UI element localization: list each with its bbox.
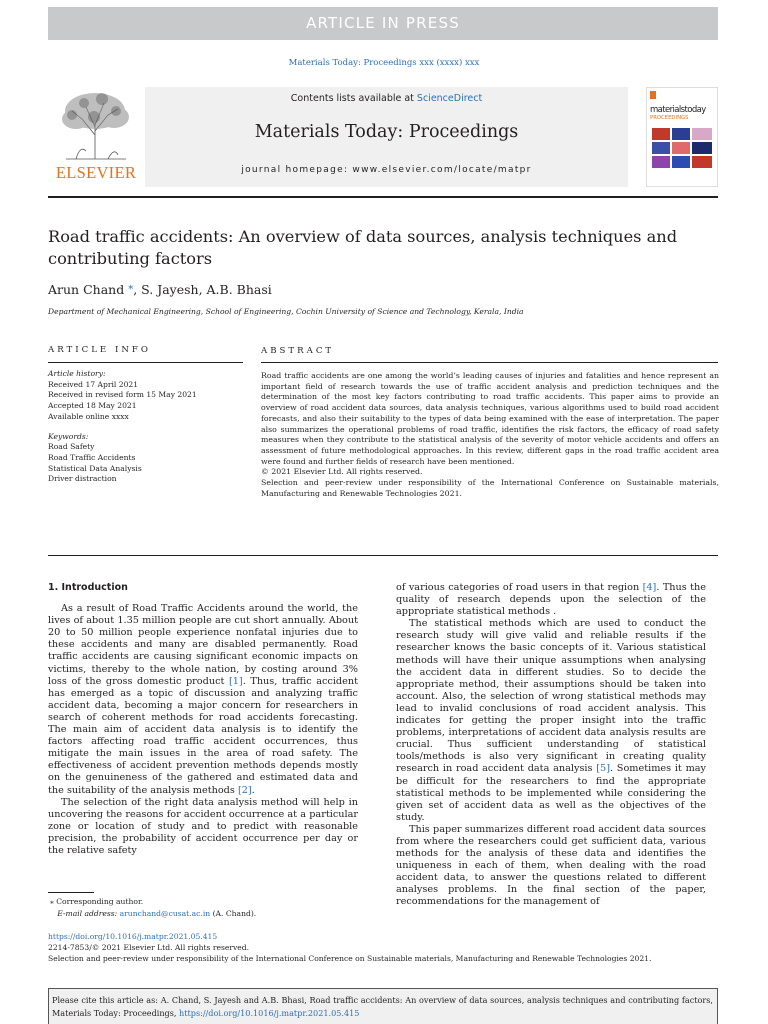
article-info-block bbox=[48, 369, 243, 485]
footnote bbox=[50, 896, 256, 920]
elsevier-tree-icon bbox=[56, 89, 134, 161]
elsevier-logo[interactable] bbox=[48, 87, 143, 187]
cover-logo-mark bbox=[650, 91, 656, 99]
article-title: Road traffic accidents: An overview of data sources, analysis techniques and contributing factors bbox=[48, 227, 678, 268]
contents-line bbox=[145, 93, 628, 104]
footnote-corresponding: Corresponding author. bbox=[56, 897, 144, 906]
doi-block bbox=[48, 931, 738, 964]
footnote-mark: ⁎ bbox=[50, 897, 54, 906]
footnote-divider bbox=[48, 892, 94, 893]
section-divider bbox=[48, 555, 718, 556]
history-item: Received in revised form 15 May 2021 bbox=[48, 390, 197, 400]
citation-link[interactable]: [5] bbox=[596, 763, 610, 775]
history-label: Article history: bbox=[48, 369, 106, 378]
keyword-item: Road Safety bbox=[48, 442, 95, 452]
section-heading: 1. Introduction bbox=[48, 582, 128, 593]
email-suffix: (A. Chand). bbox=[210, 909, 257, 918]
history-item: Available online xxxx bbox=[48, 411, 129, 421]
body-column-left bbox=[48, 582, 358, 857]
article-info-divider bbox=[48, 362, 243, 363]
keyword-item: Driver distraction bbox=[48, 474, 117, 484]
keywords-label: Keywords: bbox=[48, 431, 89, 441]
cover-subtitle: PROCEEDINGS bbox=[650, 115, 689, 121]
abstract-heading: ABSTRACT bbox=[261, 346, 335, 356]
doi-link[interactable]: https://doi.org/10.1016/j.matpr.2021.05.415 bbox=[48, 932, 218, 941]
cite-doi-link[interactable]: https://doi.org/10.1016/j.matpr.2021.05.415 bbox=[179, 1007, 360, 1018]
citation-link[interactable]: [2] bbox=[237, 784, 252, 796]
journal-cover-thumbnail[interactable] bbox=[646, 87, 718, 187]
body-paragraph: The selection of the right data analysis method will help in uncovering the reasons for accident occurrence at a particular zone or location of study and to predict with reasonable precision, the probability of accident occurrence per day or the relative safety bbox=[48, 796, 358, 856]
journal-header bbox=[48, 87, 718, 187]
citation-link[interactable]: [1] bbox=[228, 675, 243, 687]
history-item: Accepted 18 May 2021 bbox=[48, 401, 137, 411]
email-label: E-mail address: bbox=[57, 909, 120, 918]
journal-homepage[interactable]: journal homepage: www.elsevier.com/locate/matpr bbox=[241, 165, 532, 175]
abstract-divider bbox=[261, 362, 718, 363]
body-column-right bbox=[396, 582, 706, 909]
contents-prefix: Contents lists available at bbox=[290, 93, 417, 104]
author-list bbox=[48, 282, 272, 297]
article-in-press-banner: ARTICLE IN PRESS bbox=[48, 7, 718, 40]
abstract-text: Road traffic accidents are one among the world’s leading causes of injuries and fatalities and hence represent an important field of research towards the use of traffic accident analysis and prediction techniques and the determination of the most key factors contributing to road traffic accidents. This paper aims to provide an overview of road accident data sources, data analysis techniques, various algorithms used to build road accident forecasts, and also their suitability to the types of data being examined with the ease of interpretation. The paper also summarizes the operational problems of road traffic, identifies the risk factors, the efficacy of road safety measures when they contribute to the statistical analysis of the severity of motor vehicle accidents and offers an assessment of future methodological approaches. In this review, different gaps in the road traffic accident area were found and further fields of research have been mentioned. bbox=[261, 371, 719, 466]
body-paragraph: As a result of Road Traffic Accidents around the world, the lives of about 1.35 million people are cut short annually. About 20 to 50 million people experience nonfatal injuries due to these accidents and many are disabled permanently. Road traffic accidents are causing significant economic impacts on victims, thereby to the whole nation, by costing around 3% loss of the gross domestic product [1]. Thus, traffic accident has emerged as a topic of discussion and analyzing traffic accident data, becoming a major concern for researchers in search of coherent methods for road accidents forecasting. The main aim of accident data analysis is to identify the factors affecting road traffic accident occurrences, thus mitigate the main issues in the area of road safety. The effectiveness of accident prevention methods depends mostly on the genuineness of the gathered and estimated data and the suitability of the analysis methods [2]. bbox=[48, 603, 358, 796]
email-link[interactable]: arunchand@cusat.ac.in bbox=[119, 909, 211, 918]
keyword-item: Statistical Data Analysis bbox=[48, 463, 142, 473]
citation-link[interactable]: [4] bbox=[642, 582, 657, 593]
cover-image-icon bbox=[650, 126, 714, 172]
journal-reference-link[interactable]: Materials Today: Proceedings xxx (xxxx) xxx bbox=[288, 58, 480, 68]
cite-this-article-box bbox=[48, 988, 718, 1024]
body-paragraph: This paper summarizes different road accident data sources from where the researchers could get sufficient data, various methods for the analysis of these data and identifies the uniqueness in each of them, when dealing with the road accident data, to answer the questions related to different analyses problems. In the final section of the paper, recommendations for the management of bbox=[396, 823, 706, 908]
cover-wordmark: materialstoday bbox=[650, 105, 706, 115]
abstract-copyright: © 2021 Elsevier Ltd. All rights reserved. bbox=[261, 467, 423, 477]
cite-text: Please cite this article as: A. Chand, S. Jayesh and A.B. Bhasi, Road traffic accidents: An overview of data sources, analysis techniques and contributing factors, Materials Today: Proceedings, bbox=[52, 995, 713, 1018]
journal-title: Materials Today: Proceedings bbox=[254, 122, 519, 142]
author-name: Arun Chand bbox=[48, 282, 125, 297]
history-item: Received 17 April 2021 bbox=[48, 379, 139, 389]
header-divider bbox=[48, 196, 718, 198]
abstract-peer-review: Selection and peer-review under responsibility of the International Conference on Sustainable materials, Manufacturing and Renewable Technologies 2021. bbox=[261, 478, 719, 498]
keyword-item: Road Traffic Accidents bbox=[48, 452, 136, 462]
sciencedirect-link[interactable]: ScienceDirect bbox=[416, 93, 483, 104]
corresponding-author-mark[interactable]: ⁎ bbox=[128, 280, 134, 292]
body-paragraph: The statistical methods which are used to conduct the research study will give valid and reliable results if the researcher knows the basic concepts of it. Various statistical methods will have their unique assumptions when analysing the accident data in different studies. So to decide the appropriate method, their assumptions should be taken into account. Also, the selection of wrong statistical methods may lead to invalid conclusions of road accident analysis. This indicates for getting the proper insight into the traffic problems, interpretations of accident data analysis results are crucial. Thus sufficient understanding of statistical tools/methods is also very significant in creating quality research in road accident data analysis [5]. Sometimes it may be difficult for the researchers to find the appropriate statistical methods to be implemented while considering the given set of accident data as well as the objectives of the study. bbox=[396, 618, 707, 823]
author-affiliation: Department of Mechanical Engineering, School of Engineering, Cochin University of Science and Technology, Kerala, India bbox=[48, 307, 524, 316]
peer-review-line: Selection and peer-review under responsibility of the International Conference on Sustainable materials, Manufacturing and Renewable Technologies 2021. bbox=[48, 954, 652, 963]
issn-line: 2214-7853/© 2021 Elsevier Ltd. All rights reserved. bbox=[48, 943, 250, 952]
abstract-block bbox=[261, 371, 719, 499]
journal-header-box bbox=[145, 87, 628, 187]
co-authors: , S. Jayesh, A.B. Bhasi bbox=[133, 282, 272, 297]
article-info-heading: ARTICLE INFO bbox=[48, 345, 151, 355]
elsevier-wordmark: ELSEVIER bbox=[55, 163, 137, 182]
body-paragraph: of various categories of road users in that region [4]. Thus the quality of research depends upon the selection of the appropriate statistical methods . bbox=[396, 582, 706, 618]
